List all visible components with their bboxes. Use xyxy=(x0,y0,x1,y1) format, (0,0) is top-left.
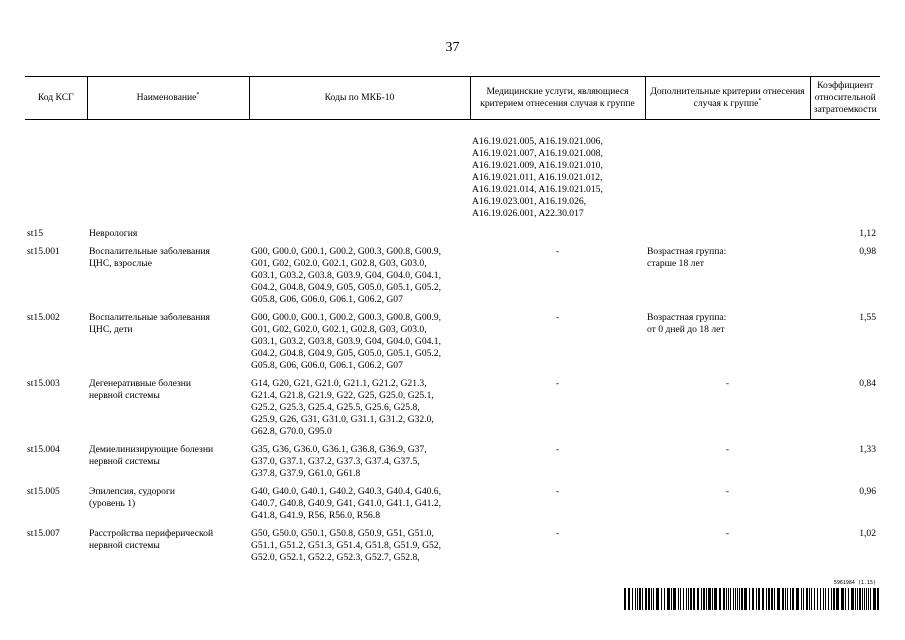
barcode-bar xyxy=(690,588,692,610)
table-row-continuation xyxy=(25,120,880,229)
cell-services: - xyxy=(555,486,560,497)
cell-code xyxy=(25,120,87,229)
extra-criteria-line: - xyxy=(725,528,730,539)
name-line: ЦНС, взрослые xyxy=(89,258,152,269)
mkb-code-line: G03.1, G03.2, G03.8, G03.9, G04, G04.0, G04.1, xyxy=(251,270,442,281)
barcode-bar xyxy=(820,588,821,610)
service-code-line: A16.19.021.005, A16.19.021.006, xyxy=(472,136,603,147)
service-code-line: A16.19.023.001, A16.19.026, xyxy=(472,196,587,207)
barcode-bar xyxy=(664,588,665,610)
header-mkb xyxy=(249,77,470,120)
barcode-bar xyxy=(868,588,869,610)
cell-mkb xyxy=(249,246,470,312)
mkb-code-line: G03.1, G03.2, G03.8, G03.9, G04, G04.0, G04.1, xyxy=(251,336,442,347)
cell-code: st15.001 xyxy=(27,246,60,257)
name-line: нервной системы xyxy=(89,540,160,551)
barcode-bar xyxy=(766,588,767,610)
mkb-code-line: G40.7, G40.8, G40.9, G41, G41.0, G41.1, G41.2, xyxy=(251,498,442,509)
cell-services xyxy=(470,120,645,229)
header-services xyxy=(470,77,645,120)
cell-extra xyxy=(645,228,810,246)
barcode-bar xyxy=(803,588,804,610)
name-line: Дегенеративные болезни xyxy=(89,378,192,389)
barcode-bar xyxy=(862,588,863,610)
barcode-bar xyxy=(712,588,713,610)
name-line: Расстройства периферической xyxy=(89,528,214,539)
barcode-bar xyxy=(680,588,681,610)
barcode-bar xyxy=(836,588,839,610)
cell-services: - xyxy=(555,378,560,389)
barcode-bar xyxy=(719,588,721,610)
cell-name xyxy=(87,378,249,444)
barcode-bar xyxy=(851,588,854,610)
header-name xyxy=(87,77,249,120)
table-row xyxy=(25,486,880,528)
service-code-line: A16.19.021.009, A16.19.021.010, xyxy=(472,160,603,171)
mkb-code-line: G51.1, G51.2, G51.3, G51.4, G51.8, G51.9, G52, xyxy=(251,540,442,551)
barcode-bar xyxy=(739,588,740,610)
cell-mkb xyxy=(249,120,470,229)
barcode-bar xyxy=(855,588,856,610)
barcode-bar xyxy=(697,588,699,610)
name-line: ЦНС, дети xyxy=(89,324,133,335)
barcode-bar xyxy=(733,588,734,610)
cell-extra xyxy=(645,312,810,378)
barcode-bar xyxy=(730,588,731,610)
barcode-bar xyxy=(728,588,729,610)
service-code-line: A16.19.026.001, A22.30.017 xyxy=(472,208,584,219)
barcode-bar xyxy=(708,588,711,610)
barcode-bar xyxy=(870,588,871,610)
mkb-code-line: G50, G50.0, G50.1, G50.8, G50.9, G51, G51.0, xyxy=(251,528,434,539)
barcode-bar xyxy=(651,588,652,610)
cell-extra xyxy=(645,246,810,312)
barcode-bar xyxy=(642,588,643,610)
barcode-bar xyxy=(752,588,754,610)
barcode-bar xyxy=(756,588,757,610)
cell-name xyxy=(87,312,249,378)
barcode-bar xyxy=(809,588,810,610)
cell-name xyxy=(87,528,249,570)
barcode-bar xyxy=(758,588,760,610)
extra-criteria-line: Возрастная группа: xyxy=(647,246,727,257)
barcode-bar xyxy=(866,588,867,610)
cell-mkb xyxy=(249,228,470,246)
barcode-bar xyxy=(833,588,835,610)
barcode-bar xyxy=(749,588,750,610)
header-name-footnote-mark: * xyxy=(196,91,200,98)
name-line: нервной системы xyxy=(89,456,160,467)
mkb-code-line: G52.0, G52.1, G52.2, G52.3, G52.7, G52.8, xyxy=(251,552,420,563)
barcode-bar xyxy=(673,588,676,610)
name-line: Эпилепсия, судороги xyxy=(89,486,176,497)
cell-mkb xyxy=(249,528,470,570)
table-body xyxy=(25,120,880,571)
barcode-bar xyxy=(661,588,662,610)
barcode-bar xyxy=(714,588,717,610)
barcode-bar xyxy=(688,588,689,610)
table-row xyxy=(25,378,880,444)
barcode-bar xyxy=(671,588,672,610)
cell-mkb xyxy=(249,444,470,486)
header-extra-footnote-mark: * xyxy=(758,97,762,104)
cell-extra xyxy=(645,444,810,486)
barcode-bar xyxy=(774,588,775,610)
page-number: 37 xyxy=(445,40,460,55)
table-row xyxy=(25,246,880,312)
barcode-bar xyxy=(656,588,659,610)
barcode-bar xyxy=(653,588,654,610)
name-line: нервной системы xyxy=(89,390,160,401)
barcode-bar xyxy=(787,588,788,610)
mkb-code-line: G01, G02, G02.0, G02.1, G02.8, G03, G03.0, xyxy=(251,258,427,269)
mkb-code-line: G04.2, G04.8, G04.9, G05, G05.0, G05.1, G05.2, xyxy=(251,348,442,359)
cell-name xyxy=(87,444,249,486)
barcode-bar xyxy=(683,588,684,610)
header-services-label: Медицинские услуги, являющиеся критерием отнесения случая к группе xyxy=(480,86,635,109)
barcode-bar xyxy=(726,588,727,610)
cell-services xyxy=(470,228,645,246)
mkb-code-line: G25.2, G25.3, G25.4, G25.5, G25.6, G25.8, xyxy=(251,402,420,413)
extra-criteria-line: старше 18 лет xyxy=(647,258,704,269)
cell-code: st15.003 xyxy=(27,378,60,389)
mkb-code-line: G25.9, G26, G31, G31.0, G31.1, G31.2, G32.0, xyxy=(251,414,434,425)
barcode-bar xyxy=(848,588,849,610)
ksg-table-container xyxy=(25,76,880,570)
cell-mkb xyxy=(249,486,470,528)
cell-name xyxy=(87,228,249,246)
barcode-bar xyxy=(632,588,633,610)
cell-services: - xyxy=(555,528,560,539)
barcode-bar xyxy=(628,588,630,610)
barcode-bar xyxy=(782,588,784,610)
barcode-bar xyxy=(686,588,687,610)
name-line: (уровень 1) xyxy=(89,498,136,509)
table-row xyxy=(25,528,880,570)
mkb-code-line: G05.8, G06, G06.0, G06.1, G06.2, G07 xyxy=(251,294,403,305)
header-code xyxy=(25,77,87,120)
mkb-code-line: G05.8, G06, G06.0, G06.1, G06.2, G07 xyxy=(251,360,403,371)
barcode-bar xyxy=(635,588,636,610)
barcode-bar xyxy=(706,588,707,610)
header-code-label: Код КСГ xyxy=(37,92,74,103)
ksg-table xyxy=(25,76,880,570)
table-row xyxy=(25,444,880,486)
barcode-bar xyxy=(785,588,786,610)
table-header xyxy=(25,77,880,120)
barcode-bar xyxy=(825,588,826,610)
barcode-bar xyxy=(828,588,829,610)
cell-coef: 0,98 xyxy=(859,246,876,257)
service-code-line: A16.19.021.011, A16.19.021.012, xyxy=(472,172,603,183)
barcode-bar xyxy=(693,588,695,610)
name-line: Демиелинизирующие болезни xyxy=(89,444,214,455)
barcode-bar xyxy=(624,588,626,610)
cell-code: st15 xyxy=(27,228,43,239)
cell-code: st15.004 xyxy=(27,444,60,455)
cell-coef: 1,55 xyxy=(859,312,876,323)
barcode-bar xyxy=(806,588,808,610)
cell-coef: 1,02 xyxy=(859,528,876,539)
cell-coef xyxy=(810,120,880,229)
barcode-image xyxy=(624,588,880,610)
extra-criteria-line: - xyxy=(725,486,730,497)
cell-name xyxy=(87,486,249,528)
mkb-code-line: G14, G20, G21, G21.0, G21.1, G21.2, G21.3, xyxy=(251,378,427,389)
extra-criteria-line: Возрастная группа: xyxy=(647,312,727,323)
barcode-bar xyxy=(845,588,846,610)
barcode-bar xyxy=(723,588,725,610)
barcode-bar xyxy=(796,588,799,610)
cell-name xyxy=(87,120,249,229)
cell-extra xyxy=(645,378,810,444)
table-row xyxy=(25,312,880,378)
cell-coef: 0,96 xyxy=(859,486,876,497)
barcode-bar xyxy=(737,588,738,610)
header-coef xyxy=(810,77,880,120)
barcode-bar xyxy=(777,588,780,610)
extra-criteria-line: - xyxy=(725,444,730,455)
barcode-bar xyxy=(857,588,858,610)
barcode-bar xyxy=(701,588,702,610)
mkb-code-line: G37.0, G37.1, G37.2, G37.3, G37.4, G37.5, xyxy=(251,456,420,467)
barcode-bar xyxy=(792,588,794,610)
barcode-bar xyxy=(639,588,641,610)
cell-extra xyxy=(645,486,810,528)
barcode-bar xyxy=(801,588,802,610)
name-line: Неврология xyxy=(89,228,138,239)
cell-code: st15.007 xyxy=(27,528,60,539)
header-extra xyxy=(645,77,810,120)
mkb-code-line: G01, G02, G02.0, G02.1, G02.8, G03, G03.0, xyxy=(251,324,427,335)
barcode-bar xyxy=(703,588,705,610)
barcode-bar xyxy=(859,588,861,610)
cell-services: - xyxy=(555,246,560,257)
barcode-bar xyxy=(667,588,670,610)
cell-extra xyxy=(645,120,810,229)
cell-code: st15.002 xyxy=(27,312,60,323)
name-line: Воспалительные заболевания xyxy=(89,312,210,323)
cell-mkb xyxy=(249,312,470,378)
mkb-code-line: G21.4, G21.8, G21.9, G22, G25, G25.0, G25.1, xyxy=(251,390,434,401)
service-code-line: A16.19.021.014, A16.19.021.015, xyxy=(472,184,603,195)
barcode-bar xyxy=(678,588,679,610)
extra-criteria-line: - xyxy=(725,378,730,389)
barcode xyxy=(624,580,880,612)
cell-services: - xyxy=(555,312,560,323)
cell-services: - xyxy=(555,444,560,455)
barcode-label: 5961984 (1.15) xyxy=(833,580,876,586)
barcode-bar xyxy=(831,588,832,610)
barcode-bar xyxy=(771,588,773,610)
barcode-bar xyxy=(873,588,876,610)
barcode-bar xyxy=(768,588,770,610)
header-mkb-label: Коды по МКБ-10 xyxy=(324,92,395,103)
barcode-bar xyxy=(762,588,764,610)
barcode-bar xyxy=(817,588,818,610)
barcode-bar xyxy=(637,588,638,610)
barcode-bar xyxy=(811,588,812,610)
mkb-code-line: G00, G00.0, G00.1, G00.2, G00.3, G00.8, G00.9, xyxy=(251,246,442,257)
barcode-bar xyxy=(823,588,824,610)
cell-coef: 1,12 xyxy=(859,228,876,239)
barcode-bar xyxy=(864,588,865,610)
service-code-line: A16.19.021.007, A16.19.021.008, xyxy=(472,148,603,159)
cell-name xyxy=(87,246,249,312)
cell-coef: 1,33 xyxy=(859,444,876,455)
mkb-code-line: G40, G40.0, G40.1, G40.2, G40.3, G40.4, G40.6, xyxy=(251,486,442,497)
table-row xyxy=(25,228,880,246)
mkb-code-line: G35, G36, G36.0, G36.1, G36.8, G36.9, G37, xyxy=(251,444,427,455)
name-line: Воспалительные заболевания xyxy=(89,246,210,257)
mkb-code-line: G37.8, G37.9, G61.0, G61.8 xyxy=(251,468,361,479)
barcode-bar xyxy=(790,588,791,610)
cell-extra xyxy=(645,528,810,570)
cell-coef: 0,84 xyxy=(859,378,876,389)
barcode-bar xyxy=(841,588,844,610)
header-extra-label: Дополнительные критерии отнесения случая к группе xyxy=(650,86,805,109)
mkb-code-line: G62.8, G70.0, G95.0 xyxy=(251,426,332,437)
barcode-bar xyxy=(744,588,747,610)
mkb-code-line: G04.2, G04.8, G04.9, G05, G05.0, G05.1, G05.2, xyxy=(251,282,442,293)
barcode-bar xyxy=(814,588,815,610)
barcode-bar xyxy=(741,588,743,610)
barcode-bar xyxy=(648,588,650,610)
barcode-bar xyxy=(645,588,647,610)
cell-code: st15.005 xyxy=(27,486,60,497)
mkb-code-line: G00, G00.0, G00.1, G00.2, G00.3, G00.8, G00.9, xyxy=(251,312,442,323)
cell-mkb xyxy=(249,378,470,444)
extra-criteria-line: от 0 дней до 18 лет xyxy=(647,324,725,335)
header-coef-label: Коэффициент относительной затратоемкости xyxy=(813,80,877,115)
header-name-label: Наименование xyxy=(136,92,197,103)
mkb-code-line: G41.8, G41.9, R56, R56.0, R56.8 xyxy=(251,510,380,521)
barcode-bar xyxy=(735,588,736,610)
barcode-bar xyxy=(877,588,879,610)
